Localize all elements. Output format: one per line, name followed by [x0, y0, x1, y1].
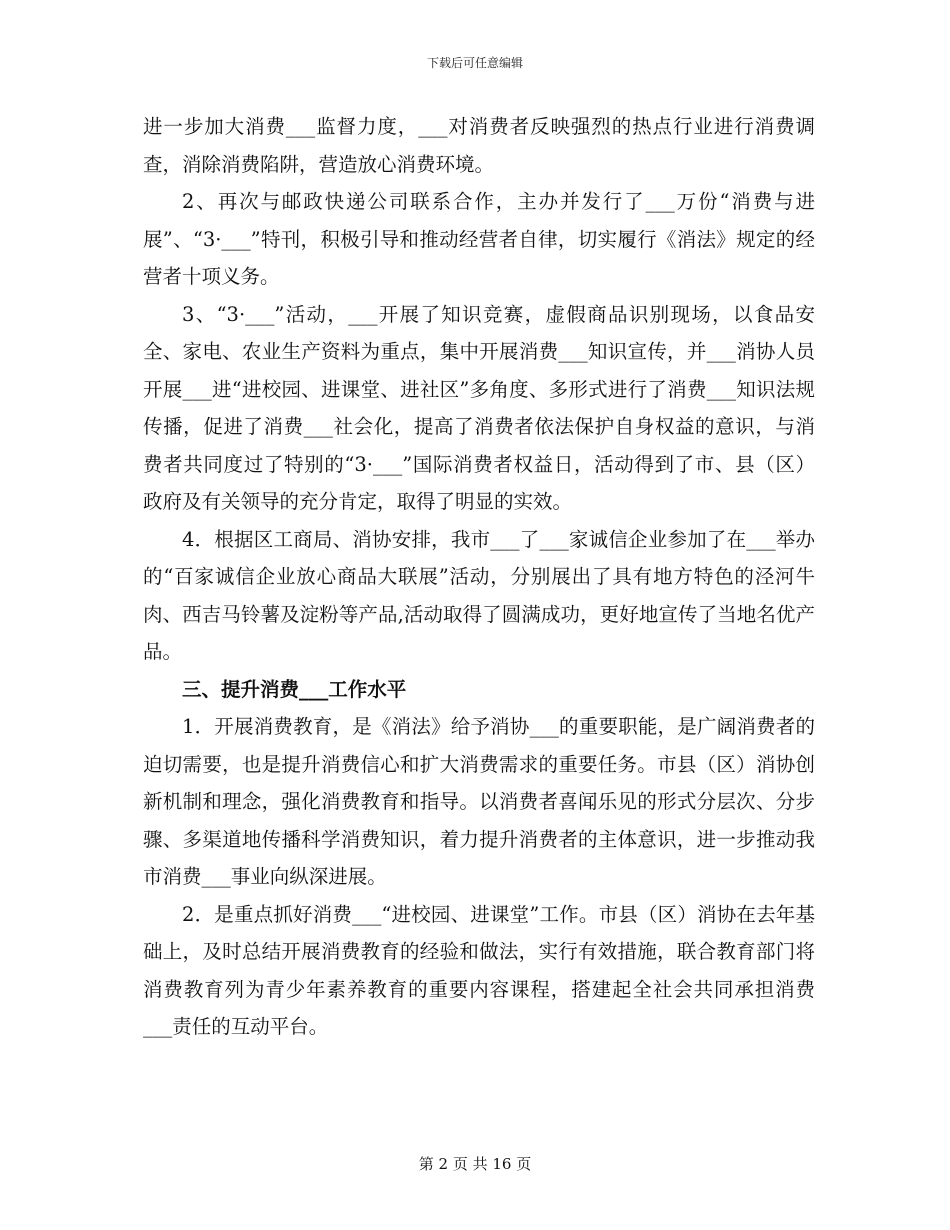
document-body: [143, 108, 815, 1046]
paragraph-item-2: 2、再次与邮政快递公司联系合作，主办并发行了___万份“消费与进展”、“3·___”特刊，积极引导和推动经营者自律，切实履行《消法》规定的经营者十项义务。: [143, 190, 815, 288]
section-heading: 三、提升消费___工作水平: [182, 677, 407, 701]
section-paragraph-2: 2．是重点抓好消费___“进校园、进课堂”工作。市县（区）消协在去年基础上，及时总结开展消费教育的经验和做法，实行有效措施，联合教育部门将消费教育列为青少年素养教育的重要内容课程，搭建起全社会共同承担消费___责任的互动平台。: [143, 902, 815, 1038]
paragraph-item-4: 4．根据区工商局、消协安排，我市___了___家诚信企业参加了在___举办的“百家诚信企业放心商品大联展”活动，分别展出了具有地方特色的泾河牛肉、西吉马铃薯及淀粉等产品,活动取得了圆满成功，更好地宣传了当地名优产品。: [143, 527, 815, 663]
paragraph-item-3: 3、“3·___”活动，___开展了知识竞赛，虚假商品识别现场，以食品安全、家电、农业生产资料为重点，集中开展消费___知识宣传，并___消协人员开展___进“进校园、进课堂、进社区”多角度、多形式进行了消费___知识法规传播，促进了消费___社会化，提高了消费者依法保护自身权益的意识，与消费者共同度过了特别的“3·___”国际消费者权益日，活动得到了市、县（区）政府及有关领导的充分肯定，取得了明显的实效。: [143, 302, 815, 513]
page-number-footer: 第 2 页 共 16 页: [418, 1155, 532, 1173]
section-paragraph-1: 1．开展消费教育，是《消法》给予消协___的重要职能，是广阔消费者的迫切需要，也是提升消费信心和扩大消费需求的重要任务。市县（区）消协创新机制和理念，强化消费教育和指导。以消费者喜闻乐见的形式分层次、分步骤、多渠道地传播科学消费知识，着力提升消费者的主体意识，进一步推动我市消费___事业向纵深进展。: [143, 715, 815, 888]
paragraph-continuation: 进一步加大消费___监督力度，___对消费者反映强烈的热点行业进行消费调查，消除消费陷阱，营造放心消费环境。: [143, 115, 815, 176]
header-note: 下载后可任意编辑: [426, 56, 523, 70]
